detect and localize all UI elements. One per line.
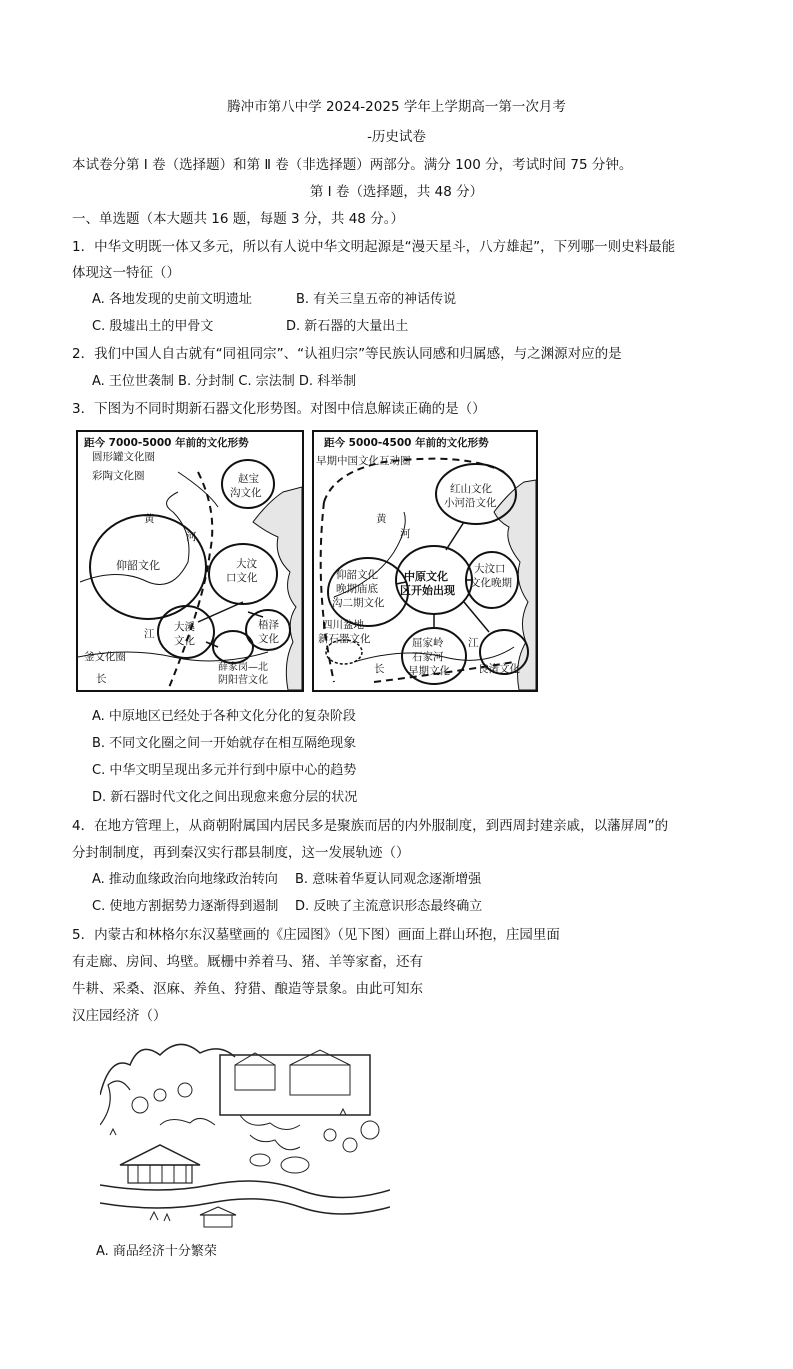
section-heading: 一、单选题（本大题共 16 题，每题 3 分，共 48 分。） [72,211,404,227]
question-4-option-a: A. 推动血缘政治向地缘政治转向 [92,872,278,887]
map-7000-5000 [76,430,304,692]
question-1-option-d: D. 新石器的大量出土 [286,319,409,334]
question-5-option-a: A. 商品经济十分繁荣 [96,1244,217,1259]
map-left-label-dawenkou1: 大汶 [236,558,257,570]
map-right-label-he: 河 [400,528,411,540]
map-right-label-chang: 长 [374,663,385,675]
map-left-label-fu: 釜文化圈 [84,651,126,663]
question-1-option-c: C. 殷墟出土的甲骨文 [92,319,214,334]
map-5000-4500 [312,430,538,692]
question-4-stem-cont: 分封制制度，再到秦汉实行郡县制度，这一发展轨迹（） [72,845,410,861]
map-right-label-sichuan2: 新石器文化 [318,633,371,645]
exam-intro: 本试卷分第 Ⅰ 卷（选择题）和第 Ⅱ 卷（非选择题）两部分。满分 100 分，考试时间 75 分钟。 [72,157,633,173]
map-right-label-jiang: 江 [468,637,479,649]
question-1-option-a: A. 各地发现的史前文明遗址 [92,292,252,307]
map-right-label-yangshao2: 晚期庙底 [336,583,378,595]
map-right-label-qujia3: 早期文化 [408,665,450,677]
map-left-label-dawenkou2: 口文化 [226,572,258,584]
question-5-stem-cont-1: 有走廊、房间、坞壁。厩栅中养着马、猪、羊等家畜，还有 [72,954,423,970]
map-right-label-hongshan2: 小河沿文化 [444,497,497,509]
map-left-label-jiang: 江 [144,628,155,640]
question-4-stem: 4．在地方管理上，从商朝附属国内居民多是聚族而居的内外服制度，到西周封建亲戚，以藩屏周”的 [72,818,669,834]
manor-mural-image [100,1035,390,1230]
question-4-option-c: C. 使地方割据势力逐渐得到遏制 [92,899,279,914]
map-left-label-he: 河 [186,531,197,543]
question-2-options: A. 王位世袭制 B. 分封制 C. 宗法制 D. 科举制 [92,374,357,389]
map-right-label-zhongyuan2: 区开始出现 [400,584,455,597]
map-left-label-yuanxing: 圆形罐文化圈 [92,451,155,463]
map-left-label-huang: 黄 [144,513,155,525]
question-5-stem: 5．内蒙古和林格尔东汉墓壁画的《庄园图》（见下图）画面上群山环抱，庄园里面 [72,927,560,943]
map-right-label-yangshao3: 沟二期文化 [332,597,385,609]
question-4-option-d: D. 反映了主流意识形态最终确立 [295,899,483,914]
map-left-label-majia1: 梧泽 [258,619,279,631]
question-3-option-d: D. 新石器时代文化之间出现愈来愈分层的状况 [92,790,358,805]
question-2-stem: 2．我们中国人自古就有“同祖同宗”、“认祖归宗”等民族认同感和归属感，与之渊源对应的是 [72,346,622,362]
question-1-stem-cont: 体现这一特征（） [72,265,180,281]
map-left-label-chang: 长 [96,673,107,685]
part-one-heading: 第 Ⅰ 卷（选择题，共 48 分） [309,184,484,200]
map-left-label-majia2: 文化 [258,633,279,645]
map-right-label-huang: 黄 [376,513,387,525]
question-1-option-b: B. 有关三皇五帝的神话传说 [296,292,457,307]
map-left-label-caitao: 彩陶文化圈 [92,470,145,482]
map-left-label-zhaobao2: 沟文化 [230,487,262,499]
map-left-label-daxi2: 文化 [174,635,195,647]
exam-title: 腾冲市第八中学 2024-2025 学年上学期高一第一次月考 [227,99,566,115]
map-right-label-dawenkou1: 大汶口 [474,563,506,575]
question-5-stem-cont-2: 牛耕、采桑、沤麻、养鱼、狩猎、酿造等景象。由此可知东 [72,981,423,997]
exam-subtitle: -历史试卷 [367,129,426,145]
map-right-label-yangshao1: 仰韶文化 [336,569,378,581]
map-left-label-zhaobao1: 赵宝 [238,473,259,485]
question-1-stem: 1．中华文明既一体又多元，所以有人说中华文明起源是“漫天星斗，八方雄起”，下列哪一则史料最能 [72,239,676,255]
map-left-label-yangshao: 仰韶文化 [116,559,160,572]
question-3-option-a: A. 中原地区已经处于各种文化分化的复杂阶段 [92,709,356,724]
question-3-stem: 3．下图为不同时期新石器文化形势图。对图中信息解读正确的是（） [72,401,486,417]
map-right-label-qujia2: 石家河 [412,651,444,663]
map-right-label-dawenkou2: 文化晚期 [470,577,512,589]
question-4-option-b: B. 意味着华夏认同观念逐渐增强 [295,872,482,887]
map-right-label-zhongyuan1: 中原文化 [404,570,448,583]
question-3-option-c: C. 中华文明呈现出多元并行到中原中心的趋势 [92,763,357,778]
map-right-label-liangzhu: 良渚文化 [478,663,520,675]
map-right-title: 距今 5000-4500 年前的文化形势 [324,437,489,449]
map-right-label-qujia1: 屈家岭 [412,637,444,649]
map-left-label-daxi1: 大溪 [174,621,195,633]
map-left-label-xuejia2: 阴阳营文化 [218,675,268,686]
question-5-stem-cont-3: 汉庄园经济（） [72,1008,167,1024]
map-right-label-hudong: 早期中国文化互动圈 [316,455,411,467]
map-right-label-sichuan1: 四川盆地 [322,619,364,631]
map-right-label-hongshan1: 红山文化 [450,483,492,495]
map-left-title: 距今 7000-5000 年前的文化形势 [84,437,249,449]
question-3-option-b: B. 不同文化圈之间一开始就存在相互隔绝现象 [92,736,357,751]
map-left-label-xuejia1: 薛家岗—北 [218,662,268,673]
